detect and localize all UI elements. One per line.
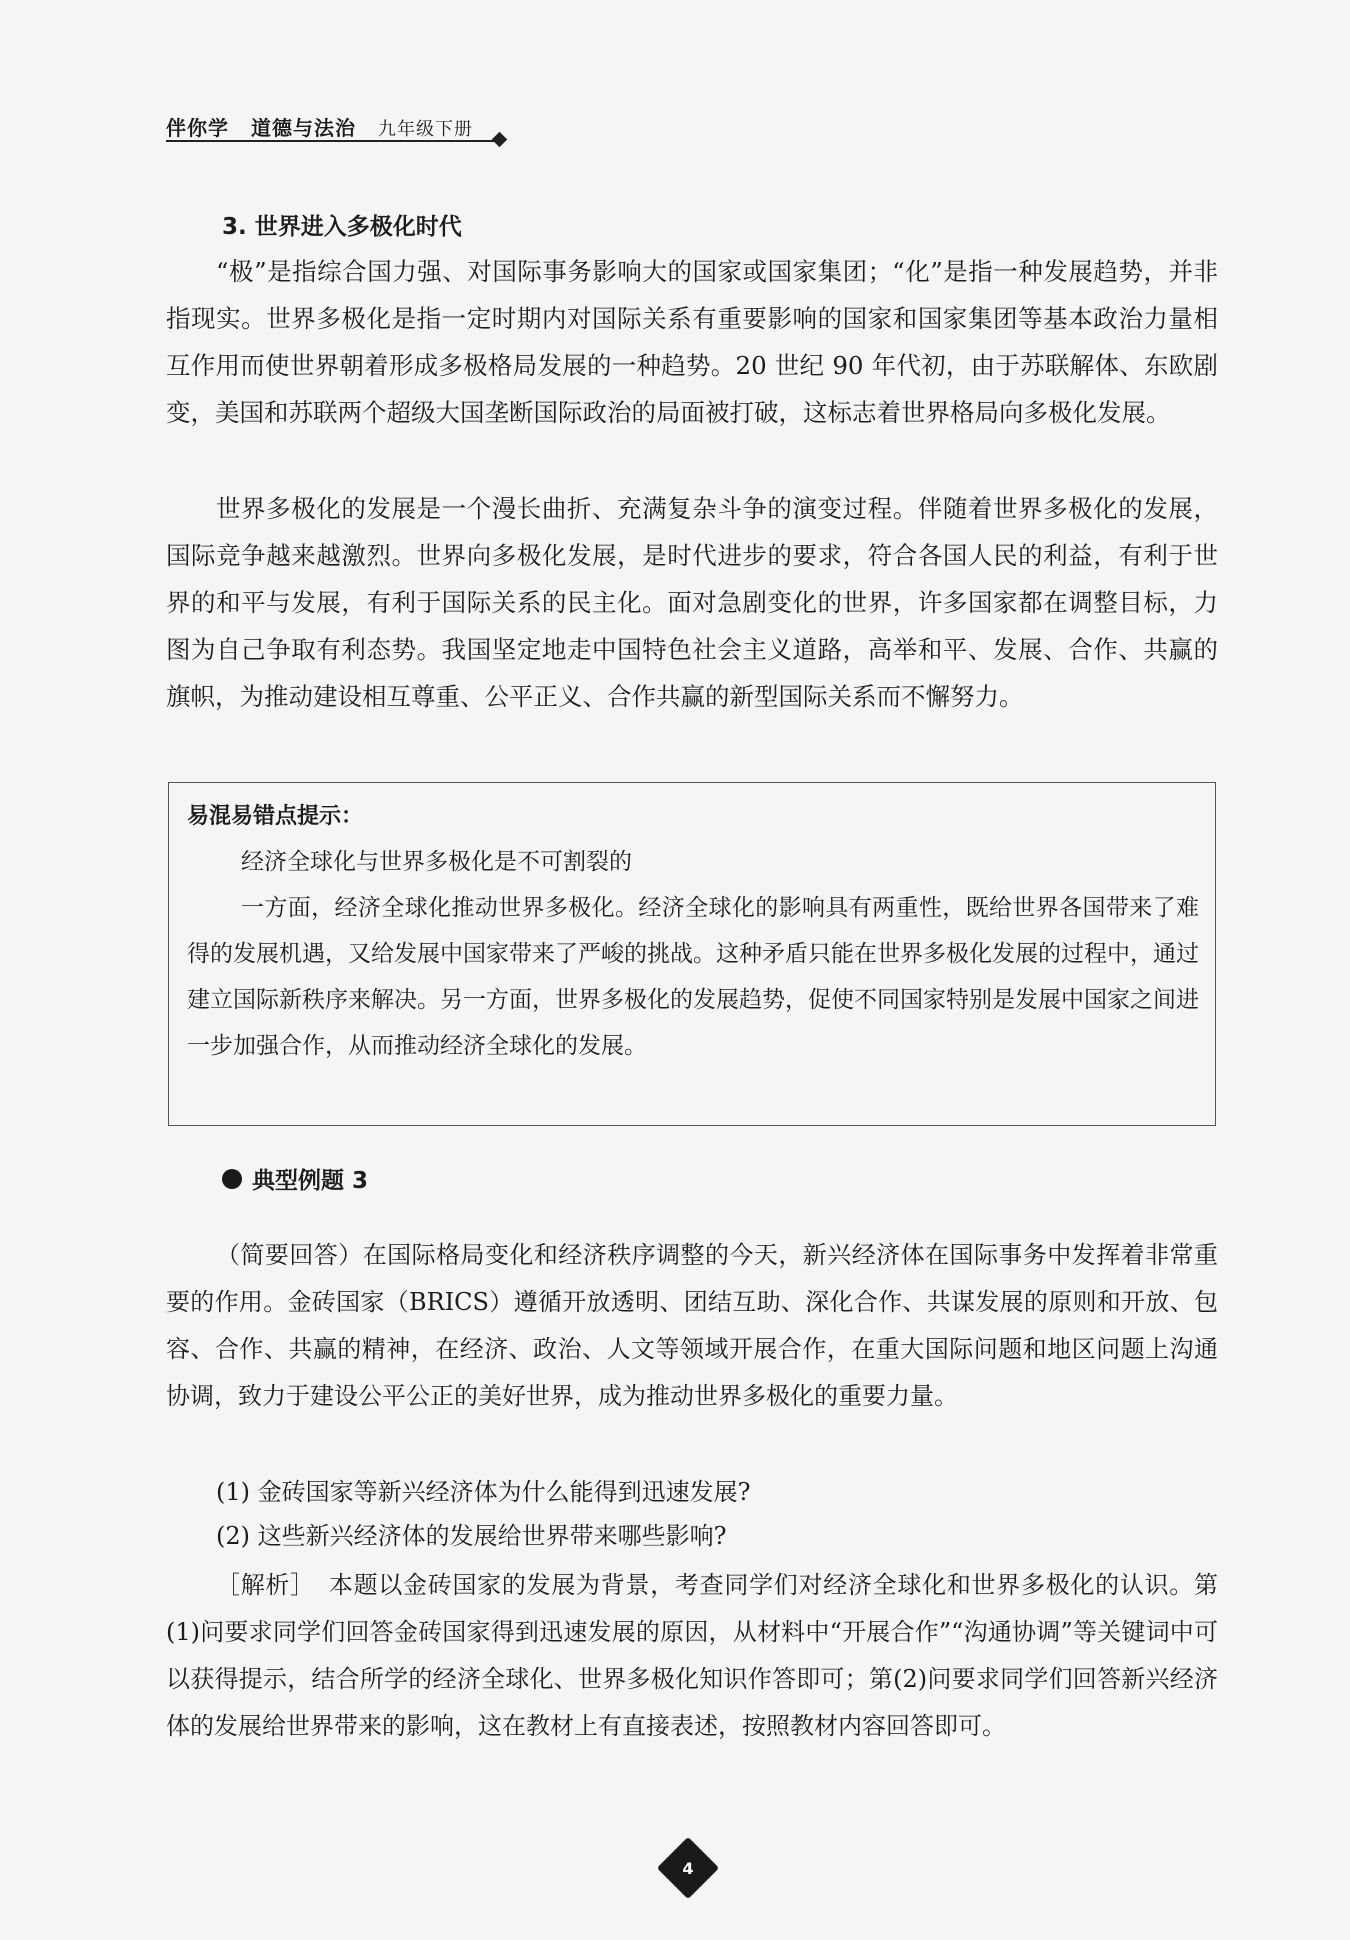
- analysis-tag: ［解析］: [216, 1571, 315, 1599]
- example-title-text: 典型例题 3: [252, 1168, 369, 1194]
- example-title: [222, 1162, 368, 1195]
- header-diamond-icon: [492, 132, 508, 148]
- example-question: （简要回答）在国际格局变化和经济秩序调整的今天，新兴经济体在国际事务中发挥着非常重要的作用。金砖国家（BRICS）遵循开放透明、团结互助、深化合作、共谋发展的原则和开放、包容、合作、共赢的精神，在经济、政治、人文等领域开展合作，在重大国际问题和地区问题上沟通协调，致力于建设公平公正的美好世界，成为推动世界多极化的重要力量。: [166, 1241, 1218, 1410]
- sub-question-1: (1) 金砖国家等新兴经济体为什么能得到迅速发展?: [216, 1478, 751, 1506]
- header-grade: 九年级下册: [378, 119, 473, 140]
- bullet-icon: [222, 1169, 242, 1189]
- section-title: 3. 世界进入多极化时代: [222, 214, 462, 240]
- running-header: [166, 112, 473, 141]
- header-subject: 道德与法治: [251, 116, 356, 140]
- analysis-text: 本题以金砖国家的发展为背景，考查同学们对经济全球化和世界多极化的认识。第(1)问要求同学们回答金砖国家得到迅速发展的原因，从材料中“开展合作”“沟通协调”等关键词中可以获得提示，结合所学的经济全球化、世界多极化知识作答即可；第(2)问要求同学们回答新兴经济体的发展给世界带来的影响，这在教材上有直接表述，按照教材内容回答即可。: [166, 1571, 1219, 1740]
- header-series: 伴你学: [166, 116, 229, 140]
- section-paragraph-1: “极”是指综合国力强、对国际事务影响大的国家或国家集团；“化”是指一种发展趋势，并非指现实。世界多极化是指一定时期内对国际关系有重要影响的国家和国家集团等基本政治力量相互作用而使世界朝着形成多极格局发展的一种趋势。20 世纪 90 年代初，由于苏联解体、东欧剧变，美国和苏联两个超级大国垄断国际政治的局面被打破，这标志着世界格局向多极化发展。: [166, 257, 1218, 427]
- page-number: 4: [682, 1858, 694, 1878]
- tip-body: 一方面，经济全球化推动世界多极化。经济全球化的影响具有两重性，既给世界各国带来了难得的发展机遇，又给发展中国家带来了严峻的挑战。这种矛盾只能在世界多极化发展的过程中，通过建立国际新秩序来解决。另一方面，世界多极化的发展趋势，促使不同国家特别是发展中国家之间进一步加强合作，从而推动经济全球化的发展。: [187, 895, 1199, 1059]
- tip-box: [168, 782, 1216, 1126]
- sub-question-2: (2) 这些新兴经济体的发展给世界带来哪些影响?: [216, 1522, 727, 1550]
- header-rule: [166, 140, 496, 142]
- section-paragraph-2: 世界多极化的发展是一个漫长曲折、充满复杂斗争的演变过程。伴随着世界多极化的发展，国际竞争越来越激烈。世界向多极化发展，是时代进步的要求，符合各国人民的利益，有利于世界的和平与发展，有利于国际关系的民主化。面对急剧变化的世界，许多国家都在调整目标，力图为自己争取有利态势。我国坚定地走中国特色社会主义道路，高举和平、发展、合作、共赢的旗帜，为推动建设相互尊重、公平正义、合作共赢的新型国际关系而不懈努力。: [166, 494, 1218, 711]
- tip-heading: 经济全球化与世界多极化是不可割裂的: [241, 849, 632, 875]
- tip-title: 易混易错点提示：: [187, 804, 364, 829]
- analysis-paragraph: [166, 1562, 1218, 1750]
